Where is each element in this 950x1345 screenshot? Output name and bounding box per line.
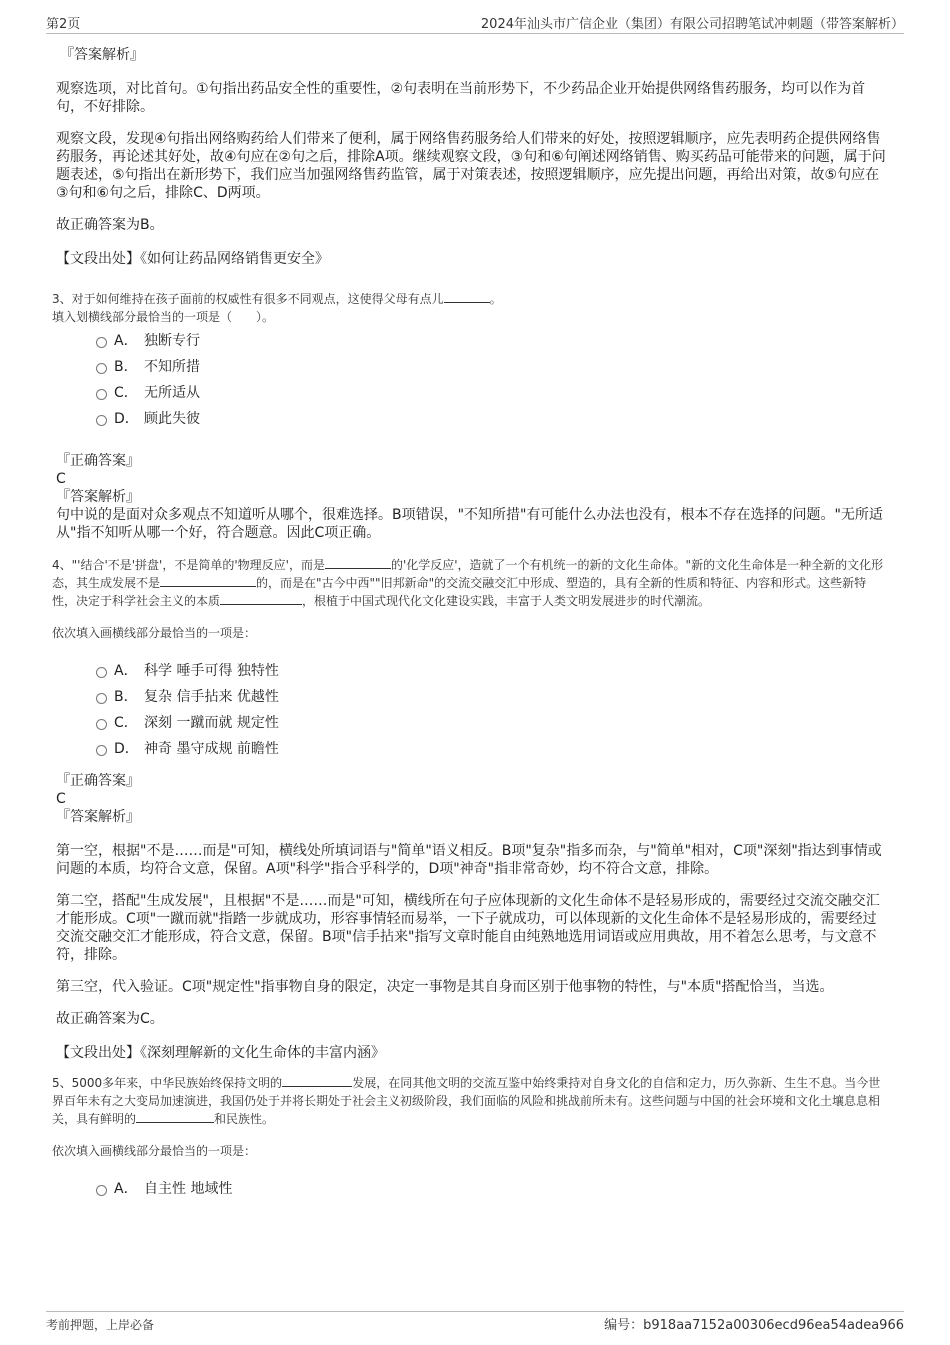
- option-letter: C．: [114, 385, 138, 401]
- option-text: 神奇 墨守成规 前瞻性: [144, 741, 279, 757]
- q4-blank-3: [220, 592, 302, 605]
- radio-icon[interactable]: [96, 389, 107, 400]
- q2-analysis-conclusion: 故正确答案为B。: [56, 217, 164, 233]
- q5-blank-2: [136, 1110, 214, 1123]
- option-text: 独断专行: [144, 333, 200, 349]
- q3-option-d[interactable]: [96, 406, 890, 432]
- radio-icon[interactable]: [96, 745, 107, 756]
- q3-stem-text: 3、对于如何维持在孩子面前的权威性有很多不同观点，这使得父母有点儿: [52, 292, 444, 306]
- q5-stem: [52, 1074, 890, 1128]
- q3-instruction: 填入划横线部分最恰当的一项是（ ）。: [52, 310, 275, 324]
- question-3: [52, 290, 890, 542]
- q5-instruction: 依次填入画横线部分最恰当的一项是：: [52, 1144, 257, 1158]
- q3-stem: [52, 290, 890, 308]
- option-letter: D．: [114, 741, 139, 757]
- q4-option-c[interactable]: [96, 710, 890, 736]
- q4-blank-1: [325, 556, 391, 569]
- q4-analysis-conclusion: 故正确答案为C。: [56, 1011, 164, 1027]
- footer-slogan: 考前押题，上岸必备: [46, 1318, 155, 1332]
- q4-analysis-p3: 第三空，代入验证。C项"规定性"指事物自身的限定，决定一事物是其自身而区别于他事物的特性，与"本质"搭配恰当，当选。: [56, 979, 834, 995]
- q3-option-c[interactable]: [96, 380, 890, 406]
- document-code: 编号：b918aa7152a00306ecd96ea54adea966: [604, 1318, 904, 1333]
- q4-analysis-label: 『答案解析』: [56, 809, 140, 825]
- option-letter: A．: [114, 663, 138, 679]
- q4-source: 【文段出处】《深刻理解新的文化生命体的丰富内涵》: [56, 1045, 385, 1061]
- q4-option-a[interactable]: [96, 658, 890, 684]
- option-letter: A．: [114, 1181, 138, 1197]
- q3-options: [96, 328, 890, 432]
- option-letter: B．: [114, 359, 138, 375]
- q5-stem-part1: 5、5000多年来，中华民族始终保持文明的: [52, 1076, 283, 1090]
- q5-option-a[interactable]: [96, 1176, 890, 1202]
- q4-answer-label: 『正确答案』: [56, 773, 140, 789]
- q4-options: [96, 658, 890, 762]
- page-number: 第2页: [46, 17, 81, 32]
- page-header: [46, 13, 904, 34]
- q5-stem-part2: 发展，在同其他文明的交流互鉴中始终秉持对自身文化的自信和定力，历久弥新、生生不息。当今世界百年未有之大变局加速演进，我国仍处于并将长期处于社会主义初级阶段，我们面临的风险和挑战前所未有。这些问题与中国的社会环境和文化土壤息息相关，具有鲜明的: [52, 1076, 881, 1126]
- option-letter: A．: [114, 333, 138, 349]
- q3-answer-label: 『正确答案』: [56, 453, 140, 469]
- q4-stem: [52, 556, 890, 610]
- radio-icon[interactable]: [96, 1185, 107, 1196]
- q2-source: 【文段出处】《如何让药品网络销售更安全》: [56, 251, 329, 267]
- option-text: 顾此失彼: [144, 411, 200, 427]
- q4-option-d[interactable]: [96, 736, 890, 762]
- option-letter: D．: [114, 411, 139, 427]
- q4-answer: C: [56, 791, 66, 807]
- q2-analysis-label: 『答案解析』: [60, 47, 144, 63]
- option-letter: B．: [114, 689, 138, 705]
- q5-blank-1: [282, 1074, 352, 1087]
- option-letter: C．: [114, 715, 138, 731]
- radio-icon[interactable]: [96, 719, 107, 730]
- option-text: 科学 唾手可得 独特性: [144, 663, 279, 679]
- q2-analysis-p1: 观察选项，对比首句。①句指出药品安全性的重要性，②句表明在当前形势下，不少药品企业开始提供网络售药服务，均可以作为首句，不好排除。: [56, 81, 866, 115]
- radio-icon[interactable]: [96, 415, 107, 426]
- q4-blank-2: [160, 574, 256, 587]
- q4-analysis-p2: 第二空，搭配"生成发展"，且根据"不是……而是"可知，横线所在句子应体现新的文化生命体不是轻易形成的，需要经过交流交融交汇才能形成。C项"一蹴而就"指踏一步就成功，形容事情轻而易举，一下子就成功，可以体现新的文化生命体不是轻易形成的，需要经过交流交融交汇才能形成，符合文意，保留。B项"信手拈来"指写文章时能自由纯熟地选用词语或应用典故，用不着怎么思考，与文意不符，排除。: [56, 893, 880, 963]
- document-title: 2024年汕头市广信企业（集团）有限公司招聘笔试冲刺题（带答案解析）: [480, 17, 904, 32]
- q3-option-a[interactable]: [96, 328, 890, 354]
- q3-analysis: 句中说的是面对众多观点不知道听从哪个，很难选择。B项错误，"不知所措"有可能什么办法也没有，根本不存在选择的问题。"无所适从"指不知听从哪一个好，符合题意。因此C项正确。: [56, 507, 883, 541]
- q2-analysis-p2: 观察文段，发现④句指出网络购药给人们带来了便利，属于网络售药服务给人们带来的好处，按照逻辑顺序，应先表明药企提供网络售药服务，再论述其好处，故④句应在②句之后，排除A项。继续观察文段，③句和⑥句阐述网络销售、购买药品可能带来的问题，属于问题表述，⑤句指出在新形势下，我们应当加强网络售药监管，属于对策表述，按照逻辑顺序，应先提出问题，再给出对策，故⑤句应在③句和⑥句之后，排除C、D两项。: [56, 131, 886, 201]
- option-text: 自主性 地域性: [144, 1181, 233, 1197]
- q4-stem-part2: 的'化学反应'，造就了一个有机统一的新的文化生命体。"新的文化生命体是一种全新的文化形态，其生成发展不是: [52, 558, 884, 590]
- question-5: [52, 1074, 890, 1202]
- q3-option-b[interactable]: [96, 354, 890, 380]
- q5-options: [96, 1176, 890, 1202]
- option-text: 无所适从: [144, 385, 200, 401]
- q4-stem-part4: ，根植于中国式现代化文化建设实践，丰富于人类文明发展进步的时代潮流。: [302, 594, 711, 608]
- radio-icon[interactable]: [96, 693, 107, 704]
- q4-analysis-p1: 第一空，根据"不是……而是"可知，横线处所填词语与"简单"语义相反。B项"复杂"指多而杂，与"简单"相对，C项"深刻"指达到事情或问题的本质，均符合文意，保留。A项"科学"指合乎科学的，D项"神奇"指非常奇妙，均不符合文意，排除。: [56, 843, 882, 877]
- q3-stem-end: 。: [489, 292, 502, 306]
- q3-answer: C: [56, 471, 66, 487]
- question-4: [52, 556, 890, 1062]
- page-content: [52, 46, 890, 1202]
- page-footer: [46, 1311, 904, 1336]
- option-text: 不知所措: [144, 359, 200, 375]
- q4-stem-part1: 4、"'结合'不是'拼盘'，不是简单的'物理反应'，而是: [52, 558, 325, 572]
- radio-icon[interactable]: [96, 667, 107, 678]
- q3-blank: [444, 290, 490, 303]
- q4-instruction: 依次填入画横线部分最恰当的一项是：: [52, 626, 257, 640]
- q5-stem-part3: 和民族性。: [214, 1112, 275, 1126]
- option-text: 复杂 信手拈来 优越性: [144, 689, 279, 705]
- q3-analysis-label: 『答案解析』: [56, 489, 140, 505]
- q4-stem-part3: 的，而是在"古今中西""旧邦新命"的交流交融交汇中形成、塑造的，具有全新的性质和特征、内容和形式。这些新特性，决定于科学社会主义的本质: [52, 576, 867, 608]
- radio-icon[interactable]: [96, 363, 107, 374]
- radio-icon[interactable]: [96, 337, 107, 348]
- option-text: 深刻 一蹴而就 规定性: [144, 715, 279, 731]
- q4-option-b[interactable]: [96, 684, 890, 710]
